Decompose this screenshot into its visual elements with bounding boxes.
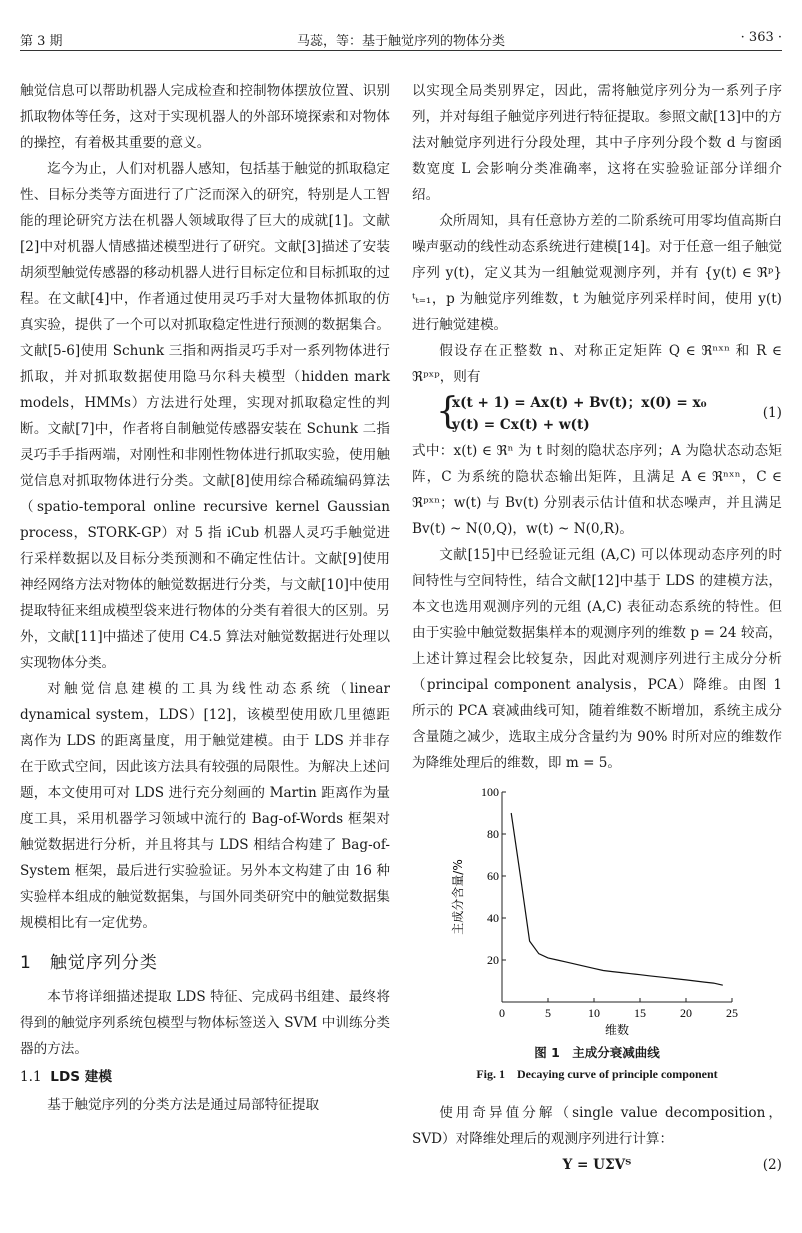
figure-caption-en: Fig. 1 Decaying curve of principle component (476, 1067, 718, 1081)
equation-2 (412, 1152, 782, 1178)
x-tick-label: 10 (588, 1006, 600, 1020)
equation-line: x(t + 1) = Ax(t) + Bv(t)；x(0) = x₀ (452, 395, 707, 411)
x-tick-label: 25 (726, 1006, 738, 1020)
figure-caption-cn: 图 1 主成分衰减曲线 (534, 1045, 660, 1060)
y-tick-label: 100 (481, 785, 499, 799)
paragraph: 以实现全局类别界定，因此，需将触觉序列分为一系列子序列，并对每组子触觉序列进行特征提取。参照文献[13]中的方法对触觉序列进行分段处理，其中子序列分段个数 d 与窗函数宽度 L 会影响分类准确率，这将在实验验证部分详细介绍。 (412, 83, 782, 203)
running-title: 马蕊，等：基于触觉序列的物体分类 (296, 34, 505, 49)
equation-line: Y = UΣVᵀ (562, 1157, 632, 1173)
x-tick-label: 5 (545, 1006, 551, 1020)
subsection-heading (20, 1064, 390, 1090)
paragraph: 本节将详细描述提取 LDS 特征、完成码书组建、最终将得到的触觉序列系统包模型与物体标签送入 SVM 中训练分类器的方法。 (20, 989, 390, 1057)
y-tick-label: 20 (487, 953, 499, 967)
figure-1 (412, 784, 782, 1042)
right-column (412, 78, 782, 1178)
issue-number: 第 3 期 (20, 34, 63, 49)
paragraph: 假设存在正整数 n、对称正定矩阵 Q ∈ ℜⁿˣⁿ 和 R ∈ ℜᵖˣᵖ，则有 (412, 343, 782, 385)
x-axis-label: 维数 (604, 1023, 630, 1037)
equation-1 (412, 390, 782, 438)
y-tick-label: 40 (487, 911, 499, 925)
running-header (20, 28, 782, 51)
y-tick-label: 80 (487, 827, 499, 841)
paragraph: 触觉信息可以帮助机器人完成检查和控制物体摆放位置、识别抓取物体等任务，这对于实现机器人的外部环境探索和对物体的操控，有着极其重要的意义。 (20, 83, 390, 151)
y-tick-label: 60 (487, 869, 499, 883)
pca-decay-chart (412, 784, 782, 1042)
paragraph: 使用奇异值分解（single value decomposition，SVD）对降维处理后的观测序列进行计算： (412, 1105, 782, 1147)
paragraph: 基于触觉序列的分类方法是通过局部特征提取 (47, 1097, 320, 1113)
page-number: · 363 · (740, 30, 782, 45)
y-axis-label: 主成分含量/% (451, 859, 465, 935)
subsection-number: 1.1 (20, 1069, 42, 1085)
left-column (20, 78, 390, 1118)
series-line (511, 813, 723, 985)
section-heading: 1 触觉序列分类 (20, 953, 158, 973)
paragraph: 众所周知，具有任意协方差的二阶系统可用零均值高斯白噪声驱动的线性动态系统进行建模[14]。对于任意一组子触觉序列 y(t)，定义其为一组触觉观测序列，并有 {y(t) ∈ ℜᵖ}ᵗₜ₌₁，p 为触觉序列维数，t 为触觉序列采样时间，使用 y(t) 进行触觉建模。 (412, 213, 782, 333)
x-tick-label: 0 (499, 1006, 505, 1020)
subsection-title: LDS 建模 (50, 1069, 112, 1085)
equation-number: (2) (762, 1157, 782, 1173)
equation-brace: { (436, 391, 459, 432)
equation-number: (1) (762, 405, 782, 421)
paragraph: 式中：x(t) ∈ ℜⁿ 为 t 时刻的隐状态序列；A 为隐状态动态矩阵，C 为系统的隐状态输出矩阵，且满足 A ∈ ℜⁿˣⁿ，C ∈ ℜᵖˣⁿ；w(t) 与 Bv(t) 分别表示估计值和状态噪声，并且满足 Bv(t) ~ N(0,Q)，w(t) ~ N(0,R)。 (412, 443, 782, 537)
equation-line: y(t) = Cx(t) + w(t) (452, 417, 590, 433)
paragraph: 对触觉信息建模的工具为线性动态系统（linear dynamical system，LDS）[12]，该模型使用欧几里德距离作为 LDS 的距离量度，用于触觉建模。由于 LDS 并非存在于欧式空间，因此该方法具有较强的局限性。为解决上述问题，本文使用可对 LDS 进行充分刻画的 Martin 距离作为量度工具，采用机器学习领域中流行的 Bag-of-Words 框架对触觉数据进行分析，并且将其与 LDS 相结合构建了 Bag-of-System 框架，最后进行实验验证。另外本文构建了由 16 种实验样本组成的触觉数据集，与国外同类研究中的触觉数据集规模相比有一定优势。 (20, 681, 390, 931)
x-tick-label: 20 (680, 1006, 692, 1020)
paragraph: 迄今为止，人们对机器人感知，包括基于触觉的抓取稳定性、目标分类等方面进行了广泛而深入的研究，特别是人工智能的理论研究方法在机器人领域取得了巨大的成就[1]。文献[2]中对机器人情感描述模型进行了研究。文献[3]描述了安装胡须型触觉传感器的移动机器人进行目标定位和目标抓取的过程。在文献[4]中，作者通过使用灵巧手对大量物体抓取的仿真实验，提供了一个可以对抓取稳定性进行预测的数据集合。文献[5-6]使用 Schunk 三指和两指灵巧手对一系列物体进行抓取，并对抓取数据使用隐马尔科夫模型（hidden mark models，HMMs）方法进行处理，实现对抓取稳定性的判断。文献[7]中，作者将自制触觉传感器安装在 Schunk 二指灵巧手手指两端，对刚性和非刚性物体进行抓取实验，使用触觉信息对抓取物体进行分类。文献[8]使用综合稀疏编码算法（spatio-temporal online recursive kernel Gaussian process，STORK-GP）对 5 指 iCub 机器人灵巧手触觉进行采样数据以及目标分类预测和不确定性估计。文献[9]使用神经网络方法对物体的触觉数据进行分类，与文献[10]中使用提取特征来组成模型袋来进行物体的分类有着很大的区别。另外，文献[11]中描述了使用 C4.5 算法对触觉数据进行处理以实现物体分类。 (20, 161, 390, 671)
x-tick-label: 15 (634, 1006, 646, 1020)
paragraph: 文献[15]中已经验证元组 (A,C) 可以体现动态序列的时间特性与空间特性，结合文献[12]中基于 LDS 的建模方法，本文也选用观测序列的元组 (A,C) 表征动态系统的特性。但由于实验中触觉数据集样本的观测序列的维数 p = 24 较高，上述计算过程会比较复杂，因此对观测序列进行主成分分析（principal component analysis，PCA）降维。由图 1 所示的 PCA 衰减曲线可知，随着维数不断增加，系统主成分含量随之减少，选取主成分含量约为 90% 时所对应的维数作为降维处理后的维数，即 m = 5。 (412, 547, 782, 771)
